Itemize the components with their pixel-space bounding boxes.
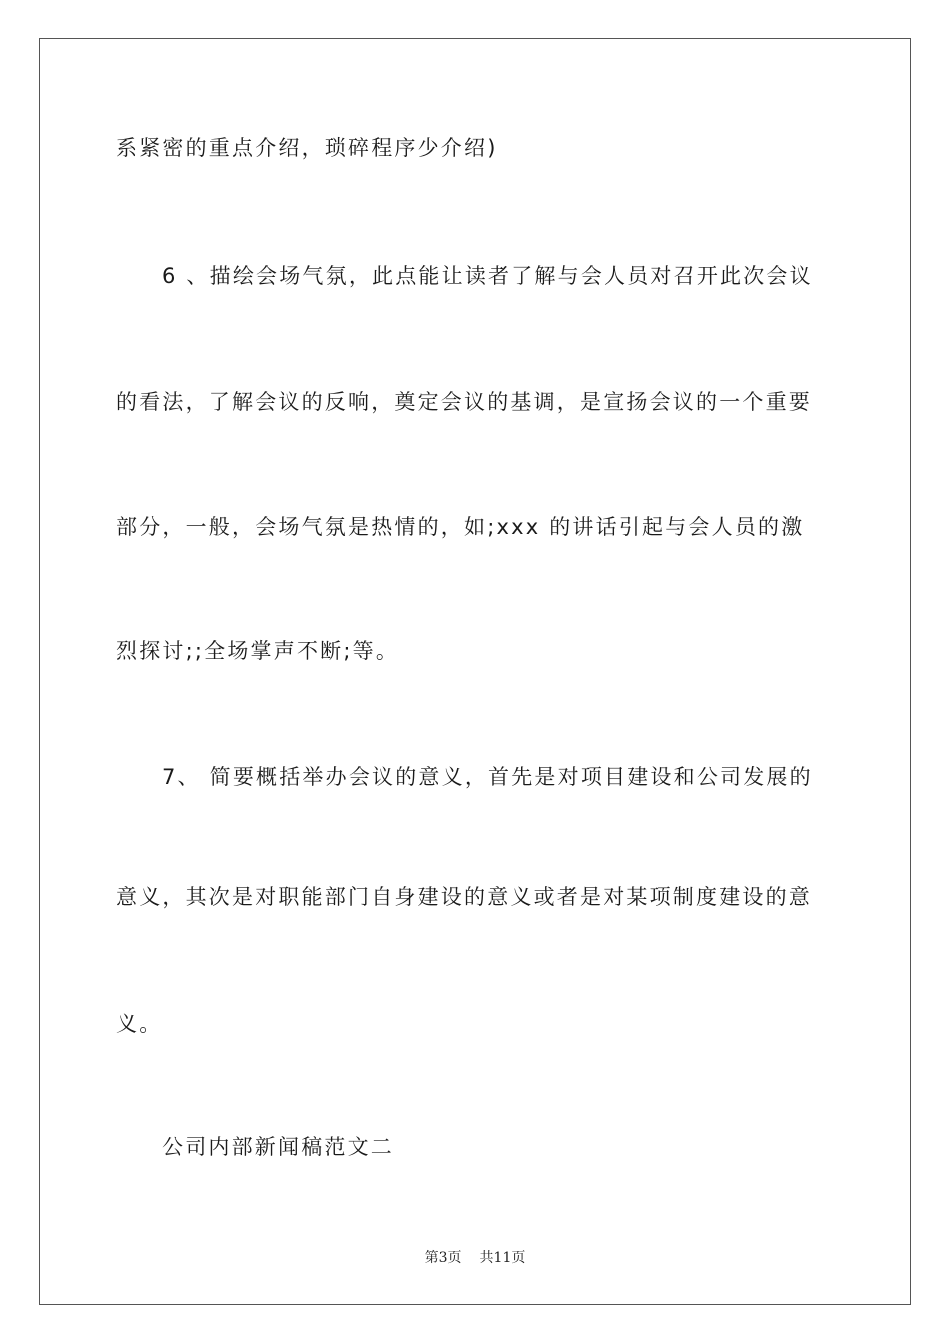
paragraph-line-1: 系紧密的重点介绍，琐碎程序少介绍) <box>116 136 498 160</box>
paragraph-line-6: 7、 简要概括举办会议的意义，首先是对项目建设和公司发展的 <box>162 765 813 789</box>
paragraph-line-7: 意义，其次是对职能部门自身建设的意义或者是对某项制度建设的意 <box>116 885 812 909</box>
section-heading: 公司内部新闻稿范文二 <box>162 1135 394 1159</box>
paragraph-line-2: 6 、描绘会场气氛，此点能让读者了解与会人员对召开此次会议 <box>162 264 813 288</box>
paragraph-line-4: 部分，一般，会场气氛是热情的，如;xxx 的讲话引起与会人员的激 <box>116 515 805 539</box>
page-total: 共11页 <box>479 1250 526 1266</box>
page-number: 第3页 <box>424 1250 462 1266</box>
page-border <box>39 38 911 1305</box>
paragraph-line-5: 烈探讨;;全场掌声不断;等。 <box>116 639 400 663</box>
paragraph-line-3: 的看法，了解会议的反响，奠定会议的基调，是宣扬会议的一个重要 <box>116 390 812 414</box>
page-footer <box>0 1247 950 1267</box>
paragraph-line-8: 义。 <box>116 1012 163 1036</box>
